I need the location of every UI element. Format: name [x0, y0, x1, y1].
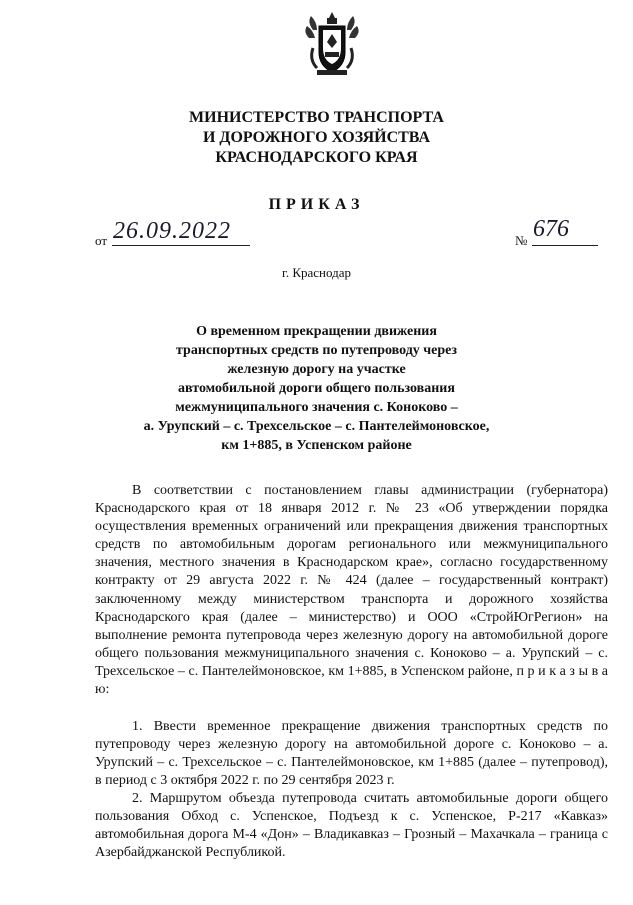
preamble-paragraph: В соответствии с постановлением главы администрации (губернатора) Краснодарского края от 18 января 2012 г. № 23 «Об утверждении порядка осуществления временных ограничений или прекращения движения транспортных средств по автомобильным дорогам регионального или межмуниципального значения, местного значения в Краснодарском крае», согласно государственному контракту от 29 августа 2022 г. № 424 (далее – государственный контракт) заключенному между министерством транспорта и дорожного хозяйства Краснодарского края (далее – министерство) и ООО «СтройЮгРегион» на выполнение ремонта путепровода через железную дорогу на автомобильной дороге общего пользования межмуниципального значения с. Коноково – а. Урупский – с. Трехсельское – с. Пантелеймоновское, км 1+885, в Успенском районе, п р и к а з ы в а ю:	[95, 483, 608, 698]
date-underline	[112, 245, 250, 246]
subject-line: автомобильной дороги общего пользования	[178, 381, 455, 396]
city: г. Краснодар	[281, 265, 352, 280]
subject-line: железную дорогу на участке	[227, 362, 406, 377]
handwritten-number: 676	[533, 216, 569, 242]
coat-of-arms-icon	[303, 8, 361, 80]
handwritten-date: 26.09.2022	[113, 218, 231, 244]
ministry-name	[0, 108, 633, 168]
subject-line: км 1+885, в Успенском районе	[221, 438, 412, 453]
date-label: от	[95, 233, 108, 248]
number-underline	[532, 245, 598, 246]
subject-line: межмуниципального значения с. Коноково –	[175, 400, 458, 415]
order-subject	[0, 322, 633, 455]
order-item-1: 1. Ввести временное прекращение движения транспортных средств по путепроводу через железную дорогу на автомобильной дороге с. Коноково – а. Урупский – с. Трехсельское – с. Пантелеймоновское, км 1+885 (далее – путепровод), в период с 3 октября 2022 г. по 29 сентября 2023 г.	[95, 719, 608, 789]
number-label: №	[515, 233, 528, 248]
subject-line: О временном прекращении движения	[196, 324, 437, 339]
subject-line: транспортных средств по путепроводу через	[175, 343, 458, 358]
subject-line: а. Урупский – с. Трехсельское – с. Пантелеймоновское,	[143, 419, 490, 434]
ministry-line: МИНИСТЕРСТВО ТРАНСПОРТА	[189, 109, 444, 126]
ministry-line: И ДОРОЖНОГО ХОЗЯЙСТВА	[202, 129, 431, 146]
ministry-line: КРАСНОДАРСКОГО КРАЯ	[215, 149, 418, 166]
order-item-2: 2. Маршрутом объезда путепровода считать автомобильные дороги общего пользования Обход с. Успенское, Подъезд к с. Успенское, Р-217 «Кавказ» автомобильная дорога М-4 «Дон» – Владикавказ – Грозный – Махачкала – граница с Азербайджанской Республикой.	[95, 791, 608, 861]
document-type: ПРИКАЗ	[268, 196, 365, 213]
